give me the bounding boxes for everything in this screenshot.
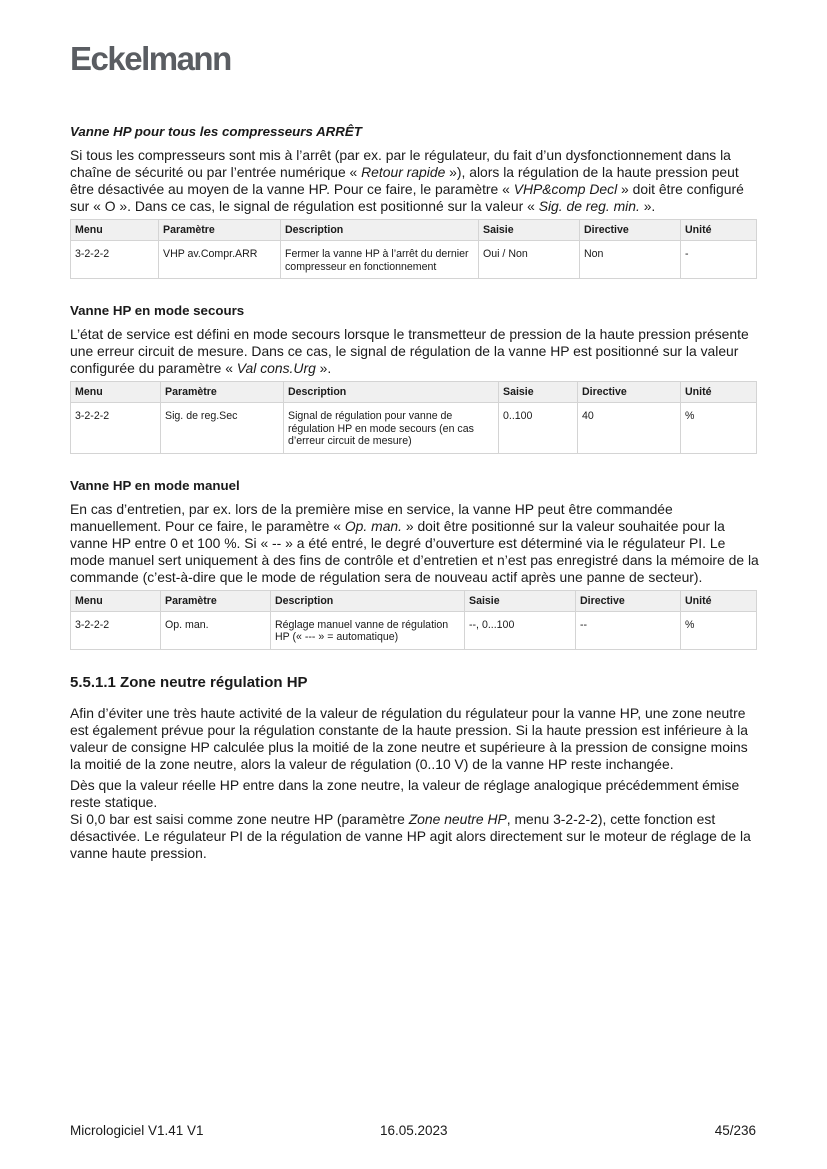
param-ref: Retour rapide	[361, 164, 446, 180]
col-parameter: Paramètre	[161, 590, 271, 611]
param-ref: Zone neutre HP	[408, 810, 507, 827]
parameter-table	[70, 590, 757, 650]
param-ref: VHP&comp Decl	[513, 181, 618, 197]
text: , menu 3-2-2-2), cette fonction est désactivée. Le régulateur PI de la régulation de vanne HP agit alors directement sur le moteur de réglage de la vanne haute pression.	[70, 810, 751, 861]
section-heading-neutral-zone: 5.5.1.1 Zone neutre régulation HP	[70, 673, 308, 691]
paragraph: Afin d’éviter une très haute activité de la valeur de régulation du régulateur pour la vanne HP, une zone neutre est également prévue pour la régulation constante de la haute pression. Si la haute pression est inférieure à la valeur de consigne HP calculée plus la moitié de la zone neutre et supérieure à la pression de consigne moins la moitié de la zone neutre, alors la valeur de régulation (0..10 V) de la vanne HP reste inchangée.	[70, 704, 748, 772]
text: » doit être configuré sur « O ». Dans ce cas, le signal de régulation est positionné sur la valeur «	[70, 181, 744, 214]
col-default: Directive	[578, 382, 681, 403]
cell: Réglage manuel vanne de régulation HP (« --- » = automatique)	[271, 611, 465, 649]
table-row	[71, 611, 757, 649]
paragraph	[70, 501, 760, 586]
col-menu: Menu	[71, 382, 161, 403]
col-menu: Menu	[71, 590, 161, 611]
text: » doit être positionné sur la valeur souhaitée pour la vanne HP entre 0 et 100 %. Si « -- » a été entré, le degré d’ouverture est déterminé via le régulateur PI. Le mode manuel sert uniquement à des fins de contrôle et d’entretien et n’est pas enregistré dans la mémoire de la commande (c’est-à-dire que le mode de régulation sera de nouveau actif après une panne de secteur).	[70, 517, 759, 585]
param-ref: Val cons.Urg	[236, 360, 316, 376]
table-header	[71, 220, 757, 241]
cell: Op. man.	[161, 611, 271, 649]
cell: Fermer la vanne HP à l’arrêt du dernier compresseur en fonctionnement	[281, 241, 479, 279]
col-description: Description	[284, 382, 499, 403]
col-parameter: Paramètre	[159, 220, 281, 241]
parameter-table	[70, 219, 757, 279]
cell: --	[576, 611, 681, 649]
cell: -	[681, 241, 757, 279]
paragraph: Dès que la valeur réelle HP entre dans la zone neutre, la valeur de réglage analogique précédemment émise reste statique.	[70, 776, 740, 810]
paragraph	[70, 811, 760, 862]
cell: 0..100	[499, 403, 578, 454]
parameter-table	[70, 381, 757, 454]
col-input: Saisie	[465, 590, 576, 611]
cell: Oui / Non	[479, 241, 580, 279]
cell: Sig. de reg.Sec	[161, 403, 284, 454]
paragraph	[70, 326, 760, 377]
col-input: Saisie	[479, 220, 580, 241]
cell: 3-2-2-2	[71, 403, 161, 454]
document-body	[70, 124, 760, 866]
col-menu: Menu	[71, 220, 159, 241]
col-description: Description	[271, 590, 465, 611]
col-default: Directive	[576, 590, 681, 611]
col-description: Description	[281, 220, 479, 241]
table-header	[71, 590, 757, 611]
cell: %	[681, 611, 757, 649]
param-ref: Sig. de reg. min.	[538, 198, 640, 214]
col-default: Directive	[580, 220, 681, 241]
cell: --, 0...100	[465, 611, 576, 649]
cell: %	[681, 403, 757, 454]
footer-date: 16.05.2023	[380, 1123, 448, 1138]
cell: Signal de régulation pour vanne de régulation HP en mode secours (en cas d’erreur circuit de mesure)	[284, 403, 499, 454]
cell: 3-2-2-2	[71, 241, 159, 279]
table-row	[71, 241, 757, 279]
section-title-emergency-mode: Vanne HP en mode secours	[70, 303, 245, 318]
brand-logo: Eckelmann	[70, 40, 231, 77]
paragraph	[70, 147, 760, 215]
col-unit: Unité	[681, 220, 757, 241]
cell: VHP av.Compr.ARR	[159, 241, 281, 279]
page-number: 45/236	[714, 1123, 756, 1138]
text: Si tous les compresseurs sont mis à l’arrêt (par ex. par le régulateur, du fait d’un dysfonctionnement dans la chaîne de sécurité ou par l’entrée numérique «	[70, 147, 731, 180]
text: ».	[639, 198, 656, 214]
cell: Non	[580, 241, 681, 279]
table-header	[71, 382, 757, 403]
text: ».	[315, 360, 332, 376]
col-unit: Unité	[681, 382, 757, 403]
param-ref: Op. man.	[344, 517, 403, 534]
table-row	[71, 403, 757, 454]
text: En cas d’entretien, par ex. lors de la première mise en service, la vanne HP peut être commandée manuellement. Pour ce faire, le paramètre «	[70, 500, 673, 534]
col-input: Saisie	[499, 382, 578, 403]
col-parameter: Paramètre	[161, 382, 284, 403]
text: Si 0,0 bar est saisi comme zone neutre HP (paramètre	[70, 810, 409, 827]
section-title-all-compressors-off: Vanne HP pour tous les compresseurs ARRÊT	[70, 124, 362, 139]
text: L’état de service est défini en mode secours lorsque le transmetteur de pression de la haute pression présente une erreur circuit de mesure. Dans ce cas, le signal de régulation de la vanne HP est positionné sur la valeur configurée du paramètre «	[70, 326, 749, 376]
text: »), alors la régulation de la haute pression peut être désactivée au moyen de la vanne HP. Pour ce faire, le paramètre «	[70, 164, 739, 197]
cell: 40	[578, 403, 681, 454]
footer-version: Micrologiciel V1.41 V1	[70, 1123, 204, 1138]
col-unit: Unité	[681, 590, 757, 611]
section-title-manual-mode: Vanne HP en mode manuel	[70, 477, 240, 493]
cell: 3-2-2-2	[71, 611, 161, 649]
